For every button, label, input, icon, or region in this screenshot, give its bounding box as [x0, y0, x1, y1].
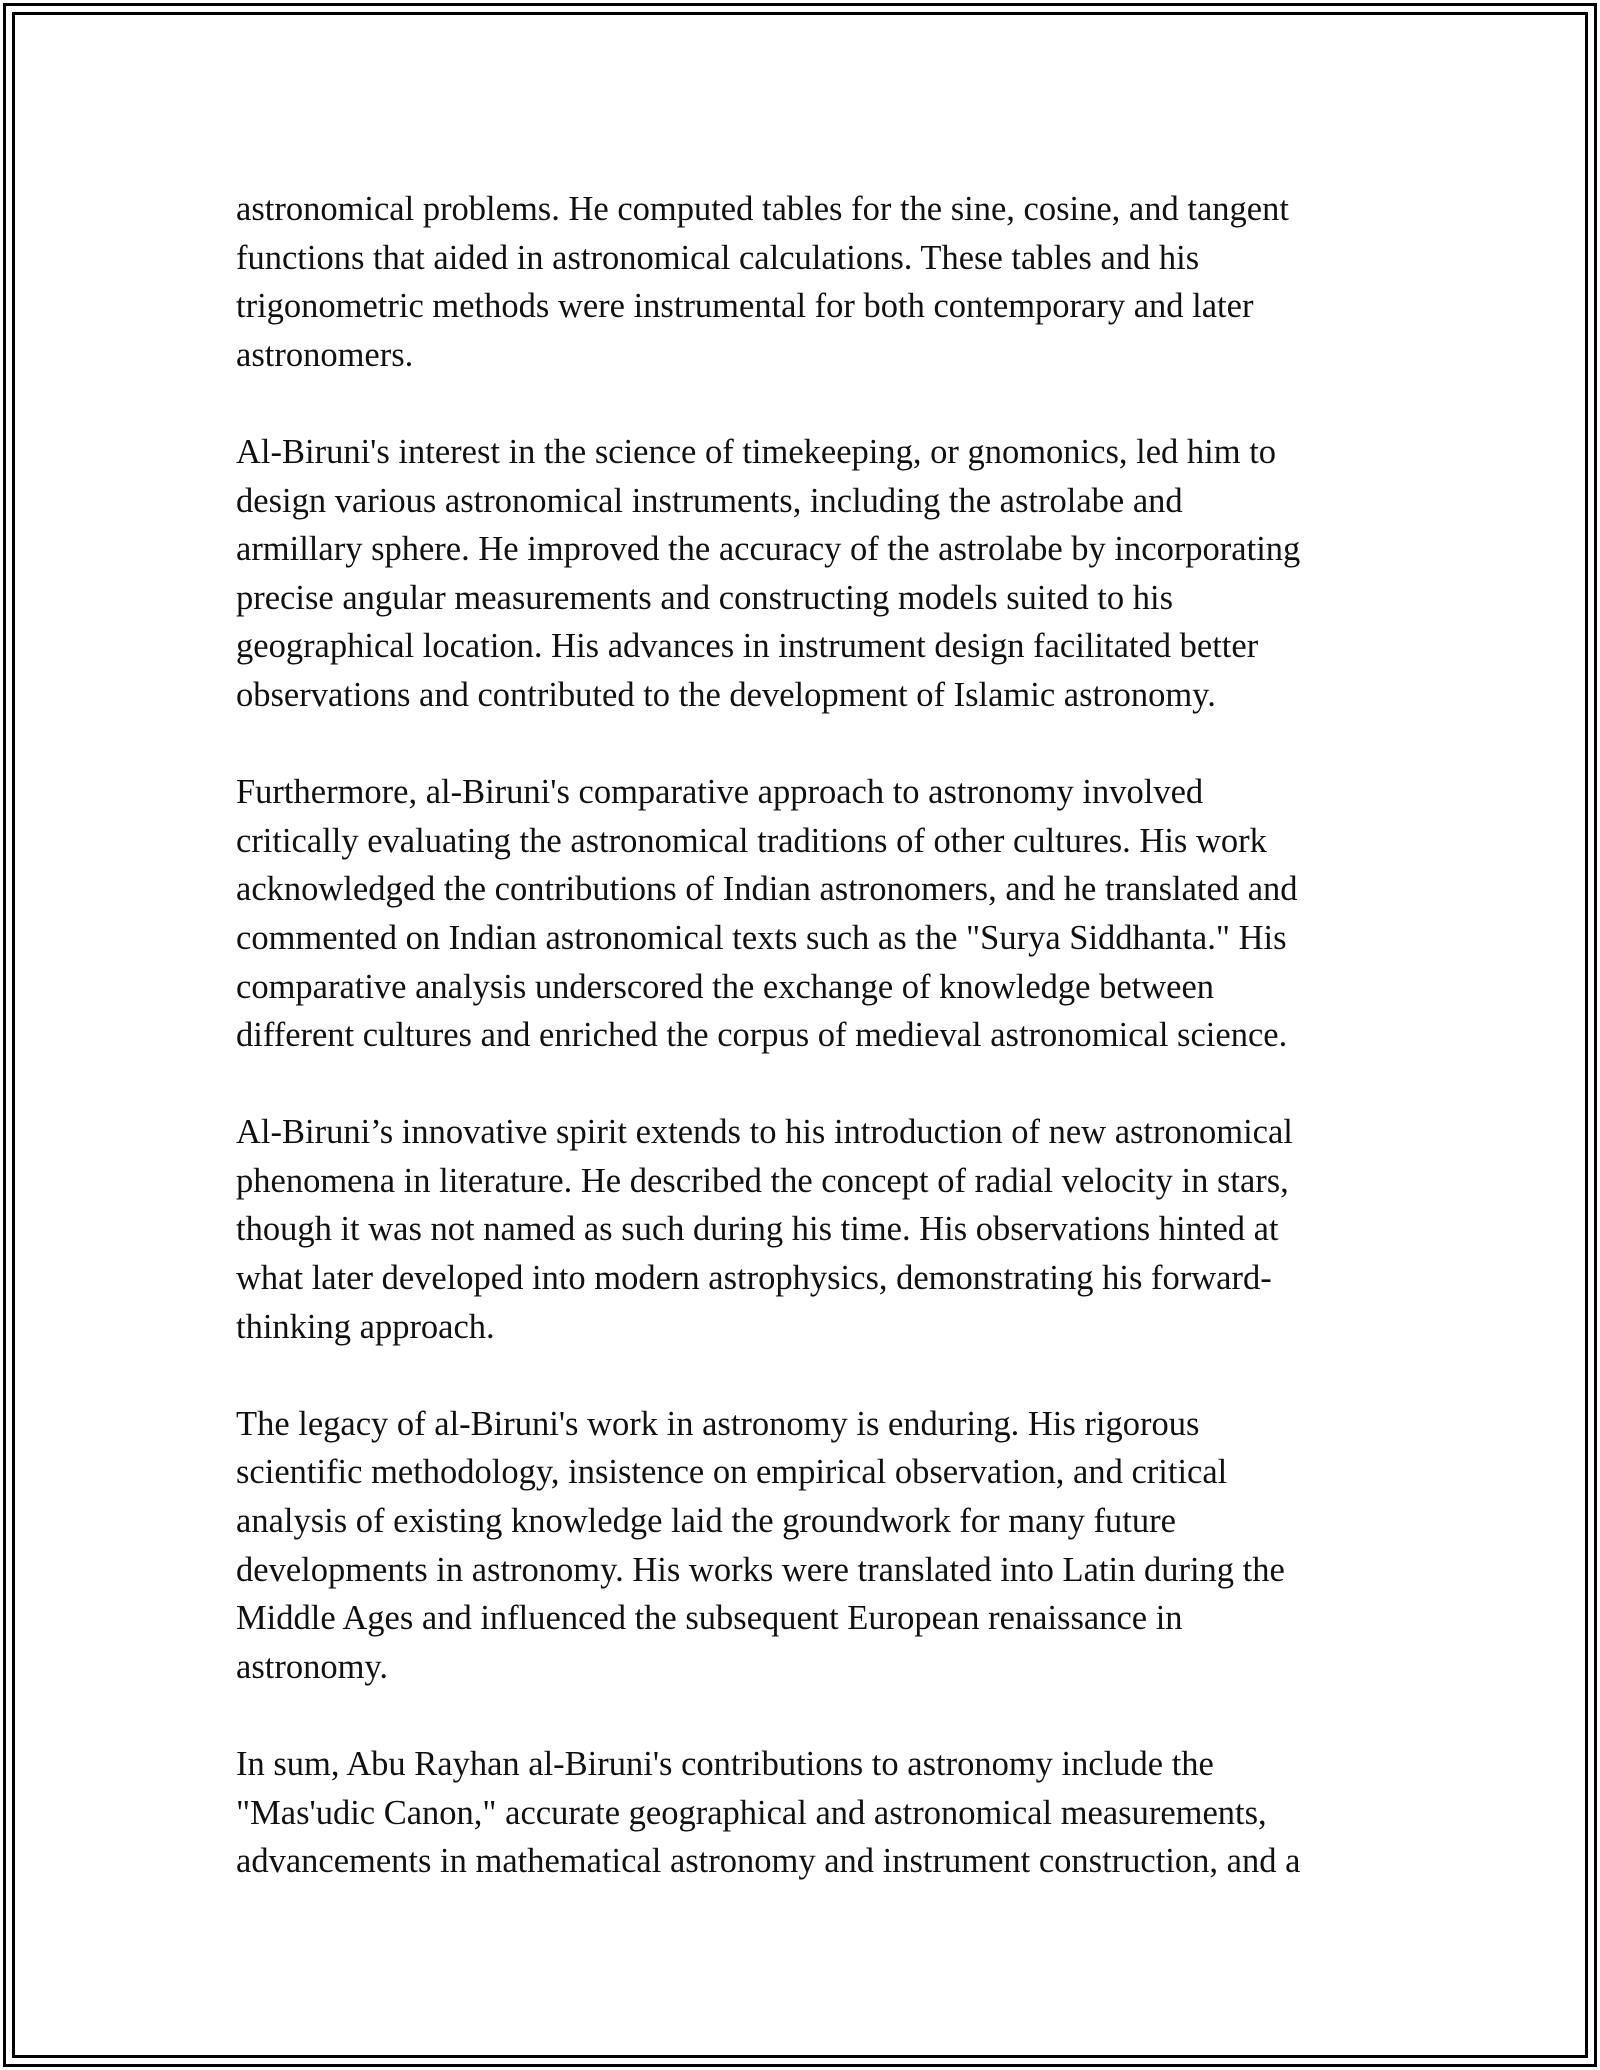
- document-body: [236, 185, 1396, 1886]
- paragraph-summary: In sum, Abu Rayhan al-Biruni's contributions to astronomy include the "Mas'udic Canon," accurate geographical and astronomical measurements, advancements in mathematical astronomy and instrument construction, and a: [236, 1745, 1301, 1881]
- paragraph-legacy: The legacy of al-Biruni's work in astronomy is enduring. His rigorous scientific methodology, insistence on empirical observation, and critical analysis of existing knowledge laid the groundwork for many future developments in astronomy. His works were translated into Latin during the Middle Ages and influenced the subsequent European renaissance in astronomy.: [236, 1404, 1285, 1686]
- paragraph-trigonometric-tables: astronomical problems. He computed tables for the sine, cosine, and tangent functions that aided in astronomical calculations. These tables and his trigonometric methods were instrumental for both contemporary and later astronomers.: [236, 190, 1289, 374]
- paragraph-innovative-spirit: Al-Biruni’s innovative spirit extends to his introduction of new astronomical phenomena in literature. He described the concept of radial velocity in stars, though it was not named as such during his time. His observations hinted at what later developed into modern astrophysics, demonstrating his forward- thinking approach.: [236, 1113, 1293, 1346]
- paragraph-comparative-approach: Furthermore, al-Biruni's comparative approach to astronomy involved critically evaluating the astronomical traditions of other cultures. His work acknowledged the contributions of Indian astronomers, and he translated and commented on Indian astronomical texts such as the "Surya Siddhanta." His comparative analysis underscored the exchange of knowledge between different cultures and enriched the corpus of medieval astronomical science.: [236, 773, 1298, 1055]
- paragraph-astronomical-instruments: Al-Biruni's interest in the science of timekeeping, or gnomonics, led him to design various astronomical instruments, including the astrolabe and armillary sphere. He improved the accuracy of the astrolabe by incorporating precise angular measurements and constructing models suited to his geographical location. His advances in instrument design facilitated better observations and contributed to the development of Islamic astronomy.: [236, 432, 1301, 714]
